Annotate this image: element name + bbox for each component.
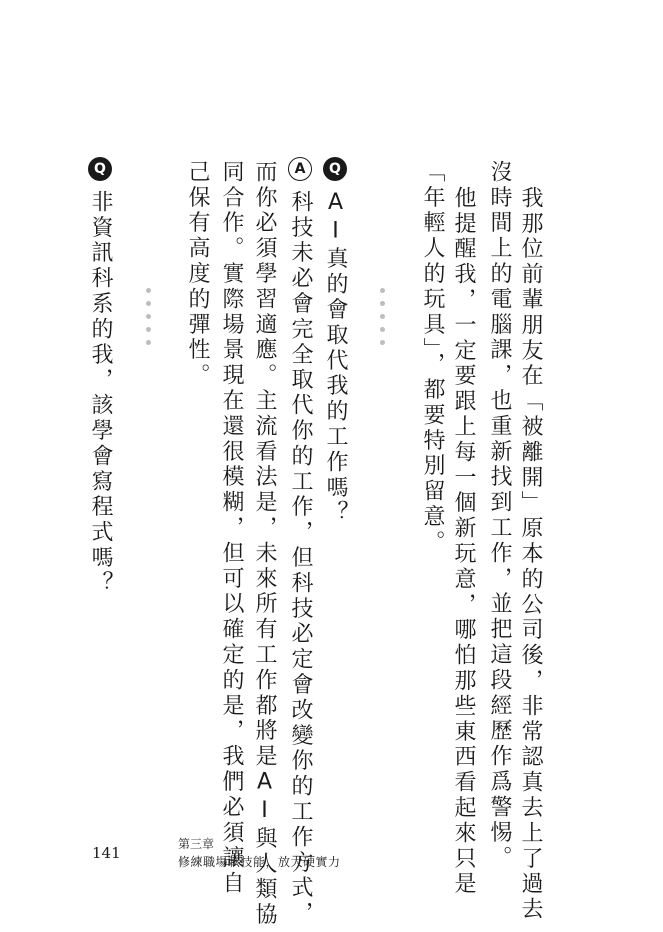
divider-dots — [379, 288, 385, 353]
chapter-title: 修練職場軟技能，放大硬實力 — [178, 855, 341, 869]
divider-dots — [145, 288, 151, 353]
page-number: 141 — [92, 844, 121, 862]
story-line-2: 沒時間上的電腦課，也重新找到工作，並把這段經歷作爲警惕。 — [487, 160, 512, 872]
answer-line-3: 同合作。實際場景現在還很模糊，但可以確定的是，我們必須讓自 — [219, 160, 244, 897]
question-badge-icon: Q — [88, 157, 112, 181]
answer-line-2: 而你必須學習適應。主流看法是，未來所有工作都將是AI與人類協 — [252, 160, 277, 928]
question-text: 非資訊科系的我，該學會寫程式嗎？ — [88, 190, 113, 597]
chapter-label: 第三章 — [178, 837, 215, 851]
answer-badge-icon: A — [288, 157, 312, 181]
story-line-1: 我那位前輩朋友在「被離開」原本的公司後，非常認真去上了過去 — [518, 186, 543, 923]
question-text: AI真的會取代我的工作嗎？ — [323, 190, 348, 527]
answer-line-1: 科技未必會完全取代你的工作，但科技必定會改變你的工作方式， — [288, 190, 313, 927]
answer-line-4: 己保有高度的彈性。 — [185, 160, 210, 389]
question-badge-icon: Q — [323, 157, 347, 181]
story-line-4: 「年輕人的玩具」，都要特別留意。 — [420, 160, 445, 556]
story-line-3: 他提醒我，一定要跟上每一個新玩意，哪怕那些東西看起來只是 — [451, 186, 476, 898]
